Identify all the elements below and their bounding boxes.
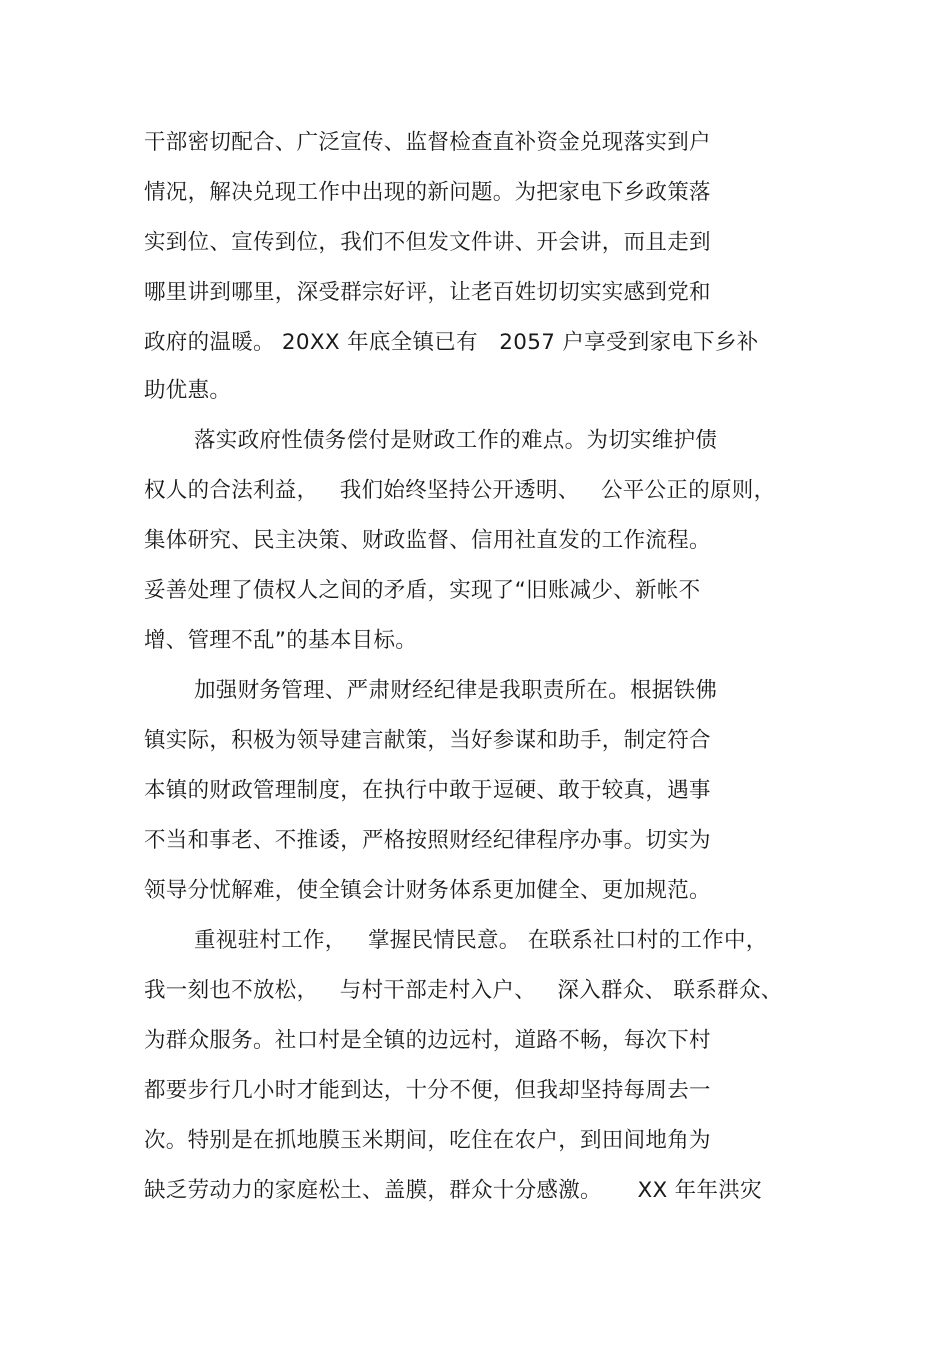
- text-line: 权人的合法利益， 我们始终坚持公开透明、 公平公正的原则，: [144, 478, 776, 503]
- text-line: 实到位、宣传到位，我们不但发文件讲、开会讲，而且走到: [144, 230, 711, 255]
- text-line: 为群众服务。社口村是全镇的边远村，道路不畅，每次下村: [144, 1028, 711, 1053]
- text-line: 领导分忧解难，使全镇会计财务体系更加健全、更加规范。: [144, 878, 711, 903]
- text-line: 我一刻也不放松， 与村干部走村入户、 深入群众、 联系群众、: [144, 978, 783, 1003]
- text-line: 政府的温暖。 20XX 年底全镇已有 2057 户享受到家电下乡补: [144, 330, 759, 355]
- text-line: 次。特别是在抓地膜玉米期间，吃住在农户，到田间地角为: [144, 1128, 711, 1153]
- text-line: 都要步行几小时才能到达，十分不便，但我却坚持每周去一: [144, 1078, 711, 1103]
- paragraph-first-line: 加强财务管理、严肃财经纪律是我职责所在。根据铁佛: [194, 678, 718, 703]
- text-line: 不当和事老、不推诿，严格按照财经纪律程序办事。切实为: [144, 828, 711, 853]
- text-line: 集体研究、民主决策、财政监督、信用社直发的工作流程。: [144, 528, 711, 553]
- text-line: 干部密切配合、广泛宣传、监督检查直补资金兑现落实到户: [144, 130, 711, 155]
- paragraph-first-line: 重视驻村工作， 掌握民情民意。 在联系社口村的工作中，: [194, 928, 768, 953]
- text-line: 助优惠。: [144, 378, 232, 403]
- text-line: 镇实际，积极为领导建言献策，当好参谋和助手，制定符合: [144, 728, 711, 753]
- text-line: 增、管理不乱”的基本目标。: [144, 628, 418, 653]
- text-line: 妥善处理了债权人之间的矛盾，实现了“旧账减少、新帐不: [144, 578, 701, 603]
- text-line: 情况，解决兑现工作中出现的新问题。为把家电下乡政策落: [144, 180, 711, 205]
- text-line: 缺乏劳动力的家庭松土、盖膜，群众十分感激。 XX 年年洪灾: [144, 1178, 762, 1203]
- paragraph-first-line: 落实政府性债务偿付是财政工作的难点。为切实维护债: [194, 428, 718, 453]
- text-line: 哪里讲到哪里，深受群宗好评，让老百姓切切实实感到党和: [144, 280, 711, 305]
- text-line: 本镇的财政管理制度，在执行中敢于逗硬、敢于较真，遇事: [144, 778, 711, 803]
